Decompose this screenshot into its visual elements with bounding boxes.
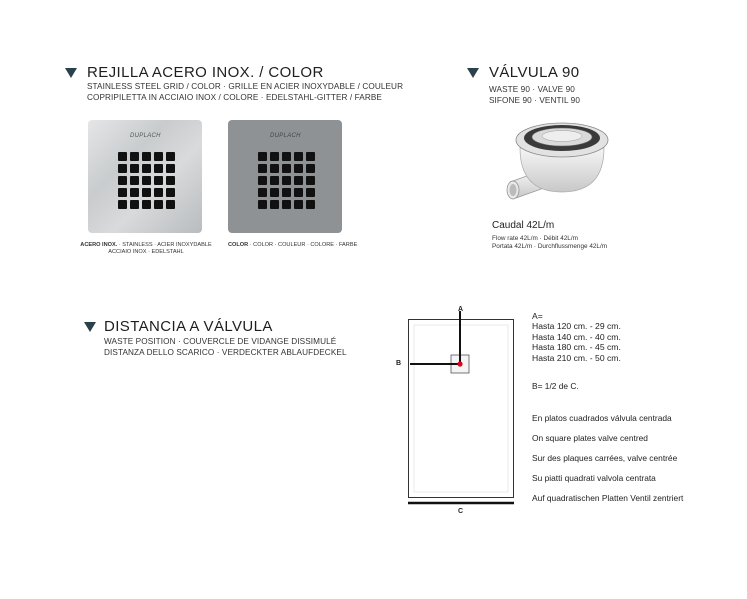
a-value-row: Hasta 180 cm. - 45 cm.: [532, 342, 621, 353]
valve-section-subtitle-2: SIFONE 90 · VENTIL 90: [489, 96, 580, 105]
flow-rate-line-2: Portata 42L/m · Durchflussmenge 42L/m: [492, 243, 608, 250]
section-marker-icon: [84, 322, 96, 332]
note-line: Su piatti quadrati valvola centrata: [532, 473, 656, 483]
valve-section-subtitle-1: WASTE 90 · VALVE 90: [489, 85, 575, 94]
note-line: Sur des plaques carrées, valve centrée: [532, 453, 678, 463]
flow-rate-title: Caudal 42L/m: [492, 220, 555, 231]
steel-caption-rest: · STAINLESS · ACIER INOXYDABLE: [117, 242, 212, 248]
label-b: B: [396, 360, 402, 367]
color-grid-image: [228, 120, 342, 233]
note-line: On square plates valve centred: [532, 433, 648, 443]
valve-centre-marker: [457, 361, 462, 366]
distance-section-title: DISTANCIA A VÁLVULA: [104, 318, 273, 335]
brand-logo: DUPLACH: [270, 133, 301, 139]
color-caption-rest: · COLOR · COULEUR · COLORE · FARBE: [248, 242, 358, 248]
valve-image: [500, 110, 615, 210]
color-grid-caption: [228, 242, 357, 249]
label-a: A: [458, 306, 464, 313]
steel-caption-line2: ACCIAIO INOX · EDELSTAHL: [108, 249, 184, 255]
drain-holes: [118, 152, 175, 209]
brand-logo: DUPLACH: [130, 133, 161, 139]
valve-section-title: VÁLVULA 90: [489, 64, 580, 81]
steel-caption-bold: ACERO INOX.: [80, 242, 118, 248]
section-marker-icon: [467, 68, 479, 78]
steel-grid-image: [88, 120, 202, 233]
drain-holes: [258, 152, 315, 209]
section-marker-icon: [65, 68, 77, 78]
steel-grid-caption: [70, 242, 222, 256]
a-value-row: Hasta 140 cm. - 40 cm.: [532, 331, 621, 342]
a-value-row: Hasta 120 cm. - 29 cm.: [532, 321, 621, 332]
flow-rate-line-1: Flow rate 42L/m · Débit 42L/m: [492, 235, 578, 242]
note-line: En platos cuadrados válvula centrada: [532, 413, 672, 423]
a-header: A=: [532, 311, 543, 321]
note-line: Auf quadratischen Platten Ventil zentriert: [532, 493, 684, 503]
a-value-row: Hasta 210 cm. - 50 cm.: [532, 352, 621, 363]
a-values: [532, 311, 621, 363]
distance-section-subtitle-1: WASTE POSITION · COUVERCLE DE VIDANGE DISSIMULÉ: [104, 337, 337, 346]
distance-section-subtitle-2: DISTANZA DELLO SCARICO · VERDECKTER ABLAUFDECKEL: [104, 348, 347, 357]
color-caption-bold: COLOR: [228, 242, 249, 248]
grid-section-subtitle-2: COPRIPILETTA IN ACCIAIO INOX / COLORE · EDELSTAHL-GITTER / FARBE: [87, 93, 382, 102]
waste-position-diagram: [400, 305, 515, 510]
label-c: C: [458, 508, 464, 515]
b-value: B= 1/2 de C.: [532, 381, 579, 391]
grid-section-title: REJILLA ACERO INOX. / COLOR: [87, 64, 324, 81]
grid-section-subtitle-1: STAINLESS STEEL GRID / COLOR · GRILLE EN ACIER INOXYDABLE / COULEUR: [87, 82, 404, 91]
